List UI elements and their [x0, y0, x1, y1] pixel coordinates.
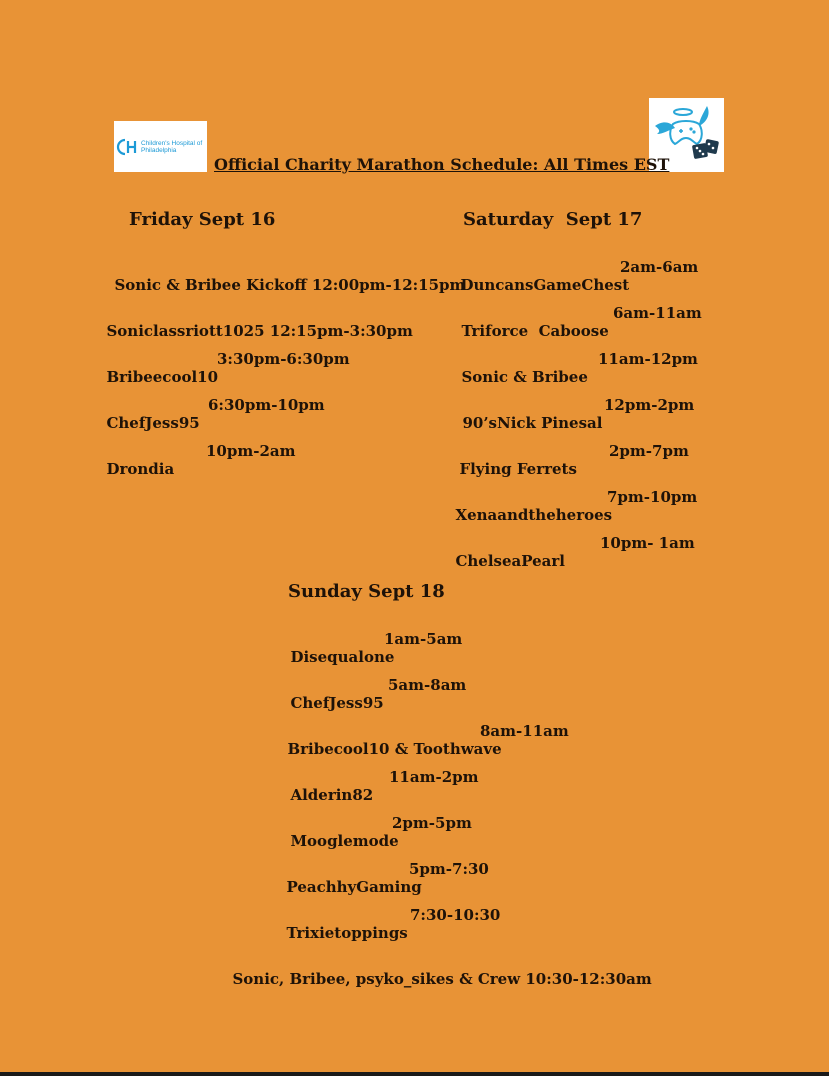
- slot-time: 2pm-7pm: [609, 442, 689, 460]
- slot-time: 3:30pm-6:30pm: [217, 350, 350, 368]
- slot-name: Bribeecool10: [106, 368, 219, 386]
- slot-time: 2am-6am: [620, 258, 699, 276]
- slot-name: Disequalone: [290, 648, 395, 666]
- chop-logo: [114, 121, 207, 172]
- slot-name: Soniclassriott1025 12:15pm-3:30pm: [106, 322, 413, 340]
- saturday-slot: [445, 534, 705, 588]
- slot-name: Drondia: [106, 460, 175, 478]
- friday-slot: [104, 258, 465, 294]
- slot-time: 5am-8am: [388, 676, 467, 694]
- slot-name: Xenaandtheheroes: [455, 506, 613, 524]
- slot-time: 6am-11am: [613, 304, 702, 322]
- slot-time: 2pm-5pm: [392, 814, 472, 832]
- slot-time: 5pm-7:30: [409, 860, 489, 878]
- bottom-border: [0, 1072, 829, 1076]
- slot-time: 11am-12pm: [598, 350, 698, 368]
- slot-name: Triforce Caboose: [461, 322, 609, 340]
- friday-slot: [96, 304, 413, 340]
- slot-time: 7:30-10:30: [410, 906, 501, 924]
- slot-name: Alderin82: [290, 786, 374, 804]
- friday-heading: Friday Sept 16: [129, 209, 276, 230]
- slot-name: Mooglemode: [290, 832, 399, 850]
- slot-time: 7pm-10pm: [607, 488, 698, 506]
- slot-time: 6:30pm-10pm: [208, 396, 325, 414]
- slot-name: 90’sNick Pinesal: [462, 414, 603, 432]
- slot-name: DuncansGameChest: [460, 276, 630, 294]
- slot-name: Flying Ferrets: [459, 460, 577, 478]
- slot-name: PeachhyGaming: [286, 878, 422, 896]
- sunday-heading: Sunday Sept 18: [288, 581, 445, 602]
- slot-time: 8am-11am: [480, 722, 569, 740]
- sunday-slot: [222, 952, 652, 988]
- slot-name: Sonic, Bribee, psyko_sikes & Crew 10:30-12:30am: [232, 970, 652, 988]
- slot-name: Bribecool10 & Toothwave: [287, 740, 502, 758]
- saturday-heading: Saturday Sept 17: [463, 209, 643, 230]
- slot-time: 12pm-2pm: [604, 396, 695, 414]
- slot-name: ChelseaPearl: [455, 552, 565, 570]
- friday-slot: [96, 442, 356, 496]
- chop-logo-icon: [116, 137, 138, 157]
- chop-logo-text: Children's Hospital of Philadelphia: [141, 139, 203, 154]
- slot-name: ChefJess95: [290, 694, 384, 712]
- slot-time: 1am-5am: [384, 630, 463, 648]
- slot-name: Trixietoppings: [286, 924, 408, 942]
- slot-time: 11am-2pm: [389, 768, 479, 786]
- page-title: Official Charity Marathon Schedule: All Times EST: [214, 155, 670, 174]
- slot-time: 10pm-2am: [206, 442, 296, 460]
- slot-name: Sonic & Bribee Kickoff 12:00pm-12:15pm: [114, 276, 466, 294]
- slot-name: Sonic & Bribee: [461, 368, 588, 386]
- slot-time: 10pm- 1am: [600, 534, 695, 552]
- slot-name: ChefJess95: [106, 414, 200, 432]
